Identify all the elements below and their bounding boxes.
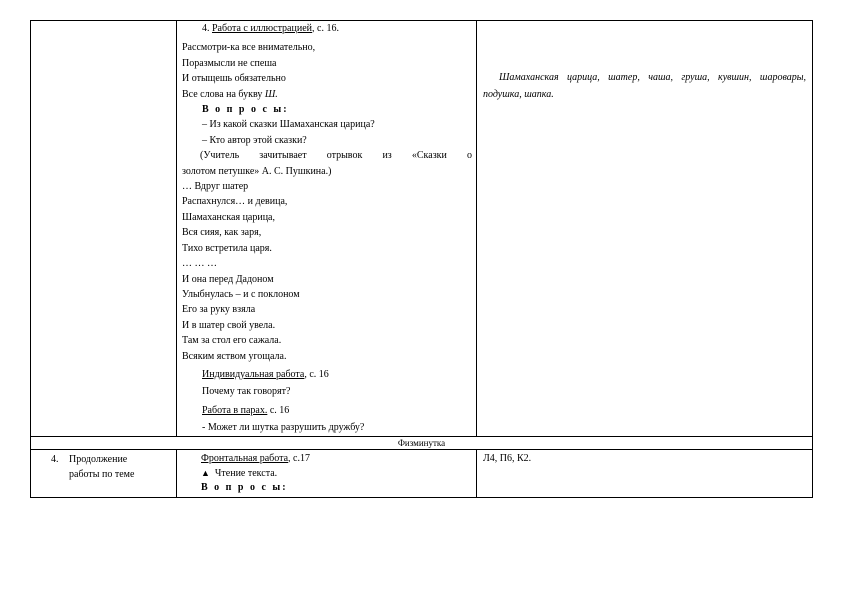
stage-title-cont: работы по теме — [69, 468, 135, 480]
excerpt-line: И в шатер свой увела. — [182, 319, 276, 331]
excerpt-line: И она перед Дадоном — [182, 273, 274, 285]
task-heading: 4. Работа с иллюстрацией, с. 16. — [202, 23, 339, 34]
table-row — [31, 449, 813, 497]
excerpt-line: Шамаханская царица, — [182, 211, 275, 223]
teacher-note-cont: золотом петушке» А. С. Пушкина.) — [182, 165, 332, 177]
triangle-up-icon: ▲ — [201, 467, 210, 478]
questions-label: В о п р о с ы: — [202, 104, 289, 116]
excerpt-line: Вся сияя, как заря, — [182, 227, 262, 239]
pair-work: Работа в парах. с. 16 — [202, 404, 290, 416]
excerpt-line: … … … — [182, 258, 217, 270]
excerpt-line: Там за стол его сажала. — [182, 335, 282, 347]
poem-line: Рассмотри-ка все внимательно, — [182, 42, 316, 54]
activity-cell — [177, 449, 477, 497]
poem-line: И отыщешь обязательно — [182, 73, 286, 85]
frontal-work: Фронтальная работа, с.17 — [201, 452, 310, 464]
stage-number: 4. — [51, 453, 59, 465]
question-item: – Из какой сказки Шамаханская царица? — [202, 119, 375, 131]
activity-cell — [177, 21, 477, 437]
fizminutka-row: Физминутка — [31, 436, 813, 449]
stage-cell-empty — [31, 21, 177, 437]
lesson-plan-table — [30, 20, 813, 498]
table-row — [31, 436, 813, 449]
task-heading-link: Работа с иллюстрацией — [212, 23, 312, 34]
excerpt-line: Распахнулся… и девица, — [182, 196, 288, 208]
answers-cell — [477, 21, 813, 437]
individual-work: Индивидуальная работа, с. 16 — [202, 368, 329, 380]
poem-line: Поразмысли не спеша — [182, 57, 277, 69]
excerpt-line: Тихо встретила царя. — [182, 242, 272, 254]
table-row — [31, 21, 813, 437]
skills-cell: Л4, П6, К2. — [477, 449, 813, 497]
reading-item: ▲ Чтение текста. — [201, 467, 278, 479]
excerpt-line: … Вдруг шатер — [182, 181, 249, 193]
questions-label: В о п р о с ы: — [201, 481, 288, 493]
excerpt-line: Улыбнулась – и с поклоном — [182, 288, 300, 300]
teacher-note: (Учитель зачитывает отрывок из «Сказки о — [200, 150, 472, 162]
poem-line-last: Все слова на букву Ш. — [182, 88, 278, 100]
individual-question: Почему так говорят? — [202, 386, 291, 398]
stage-cell — [31, 449, 177, 497]
answer-words: Шамаханская царица, шатер, чаша, груша, кувшин, шаровары, подушка, шапка. — [483, 72, 806, 100]
pair-question: - Может ли шутка разрушить дружбу? — [202, 422, 365, 434]
stage-title: 4. Продолжение — [51, 452, 172, 467]
excerpt-line: Всяким яством угощала. — [182, 350, 287, 362]
excerpt-line: Его за руку взяла — [182, 304, 256, 316]
question-item: – Кто автор этой сказки? — [202, 134, 307, 146]
